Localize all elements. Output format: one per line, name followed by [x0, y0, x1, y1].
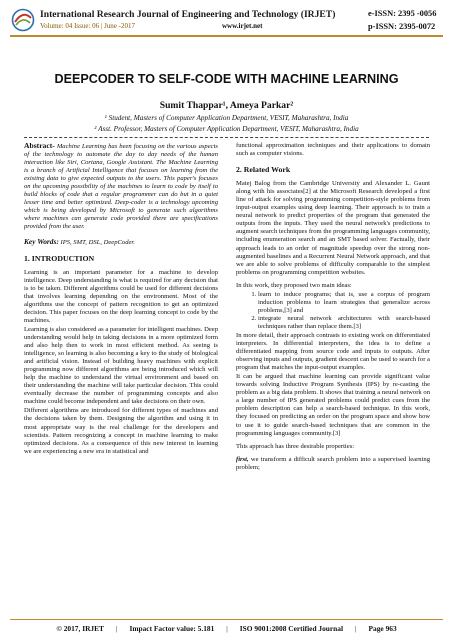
abstract-text: Machine Learning has been focusing on the various aspects of the technology to automate the day to day needs of the human interaction like Siri, Cortana, Google Assistant. The Machine Learning is a branch of Artificial Intelligence that focuses on learning from the existing data to give expected outputs to the users. This paper's focuses on the upcoming possibility of the machines to learn to code by itself to build blocks of code that a regular programmer can do but in a quiet lesser time and better optimized. Deep-coder is a technology upcoming which is being developed by Microsoft to generate such algorithms where machines can generate code provided there are specifications provided from the user.: [24, 143, 218, 231]
journal-website-link[interactable]: www.irjet.net: [222, 22, 263, 30]
footer-divider: [10, 619, 443, 620]
first-text: we transform a difficult search problem into a supervised learning problem;: [236, 455, 430, 471]
ideas-list: [236, 291, 430, 331]
paragraph: Different algorithms are introduced for different types of machines and the decisions taken by them. Designing the algorithm and using it in most appropriate way is the real challenge for the developers and scientists. Pattern recognizing a concept in machine learning to make optimized decisions. As a consequence of this new interest in learning we are experiencing a new era in statistical and: [24, 407, 218, 455]
abstract-label: Abstract-: [24, 142, 55, 150]
abstract: [24, 142, 218, 232]
left-column: [24, 142, 218, 617]
irjet-logo-icon: [10, 8, 36, 32]
p-issn: p-ISSN: 2395-0072: [368, 22, 436, 31]
section-heading-introduction: 1. INTRODUCTION: [24, 253, 95, 263]
section-heading-related-work: 2. Related Work: [236, 165, 291, 175]
paper-title: DEEPCODER TO SELF-CODE WITH MACHINE LEARNING: [54, 72, 399, 86]
paragraph: Matej Balog from the Cambridge University and Alexander L. Gaunt along with his associates[2] at the Microsoft Research developed a first line of attack for solving programming competition-style problems from input-output examples using deep learning. Their approach is to train a neural network to predict properties of the program that generated the outputs from the inputs. They used the neural network's predictions to augment search techniques from the programming languages community, including enumeration search and an SMT based solver. Factually, their approach leads to an order of magnitude speedup over the strong non-augmented baselines and a Recurrent Neural Network approach, and that we are able to solve problems of difficulty comparable to the simplest problems on programming competition websites.: [236, 180, 430, 276]
paragraph: It can be argued that machine learning can provide significant value towards solving Inductive Program Synthesis (IPS) by re-casting the problem as a big data problem. It shows that training a neural network on a large number of IPS generated problems could predict cues from the problem description can help a search-based technique. In this work, they focused on predicting an order on the program space and show how to use it to guide search-based techniques that are common in the programming languages community.[3]: [236, 373, 430, 437]
affiliation-divider: [24, 137, 429, 138]
first-label: first,: [236, 455, 249, 463]
header-divider: [10, 35, 443, 37]
page-number: Page 963: [368, 624, 397, 633]
volume-issue: Volume: 04 Issue: 06 | June -2017: [40, 22, 135, 30]
journal-title: International Research Journal of Engineering and Technology (IRJET): [40, 9, 336, 20]
paragraph: In more detail, their approach contrasts to existing work on differentiated interpreters. In differential interpreters, the idea is to define a differentiated mapping from source code and inputs to outputs. After observing inputs and outputs, gradient descent can be used to search for a program that matches the input-output examples.: [236, 331, 430, 372]
affiliation-1: ¹ Student, Masters of Computer Application Department, VESIT, Maharashtra, India: [104, 114, 349, 122]
list-item: 2. integrate neural network architectures with search-based techniques rather than replace them.[3]: [258, 315, 430, 331]
affiliation-2: ² Asst. Professor, Masters of Computer Application Department, VESIT, Maharashtra, India: [94, 125, 359, 133]
e-issn: e-ISSN: 2395 -0056: [368, 9, 437, 18]
paragraph: functional approximation techniques and their applications to domain such as computer visions.: [236, 142, 430, 158]
paragraph: Learning is also considered as a parameter for intelligent machines. Deep understanding would help in taking decisions in a more optimized form and also help then to work in most efficient method. As seeing is intelligence, so learning is also becoming a key to the study of biological and artificial vision. Instead of building heavy machines with explicit programming now different algorithms are being introduced which will help the machine to understand the virtual environment and based on their understanding the machine will take particular decision. This could eventually decrease the number of programming concepts and also machine could become independent and take decisions on their own.: [24, 325, 218, 406]
paper-authors: Sumit Thappar¹, Ameya Parkar²: [159, 100, 294, 111]
list-item: 1. learn to induce programs; that is, use a corpus of program induction problems to learn strategies that generalize across problems,[3] and: [258, 291, 430, 315]
keywords-label: Key Words:: [24, 236, 59, 246]
page-footer: © 2017, IRJET | Impact Factor value: 5.181 | ISO 9001:2008 Certified Journal | Page 963: [56, 624, 397, 633]
paragraph: [236, 456, 430, 472]
keywords-text: IPS, SMT, DSL, DeepCoder.: [58, 238, 135, 246]
paragraph: Learning is an important parameter for a machine to develop intelligence. Deep understanding is what is required for any decision that is to be taken. Different algorithms could be used for different decisions that involves learning depending on the environment. Most of the algorithms use the concept of pattern recognition to get an optimized decision. This paper focuses on the deep learning concept to code by the machines.: [24, 268, 218, 324]
keywords: [24, 238, 218, 247]
footer-copyright: © 2017, IRJET: [56, 624, 104, 633]
paragraph: In this work, they proposed two main ideas:: [236, 281, 352, 289]
footer-impact-factor: Impact Factor value: 5.181: [129, 624, 215, 633]
paragraph: This approach has three desirable properties:: [236, 442, 355, 450]
footer-iso: ISO 9001:2008 Certified Journal: [239, 624, 344, 633]
right-column: [236, 142, 430, 617]
journal-header: [0, 0, 453, 38]
